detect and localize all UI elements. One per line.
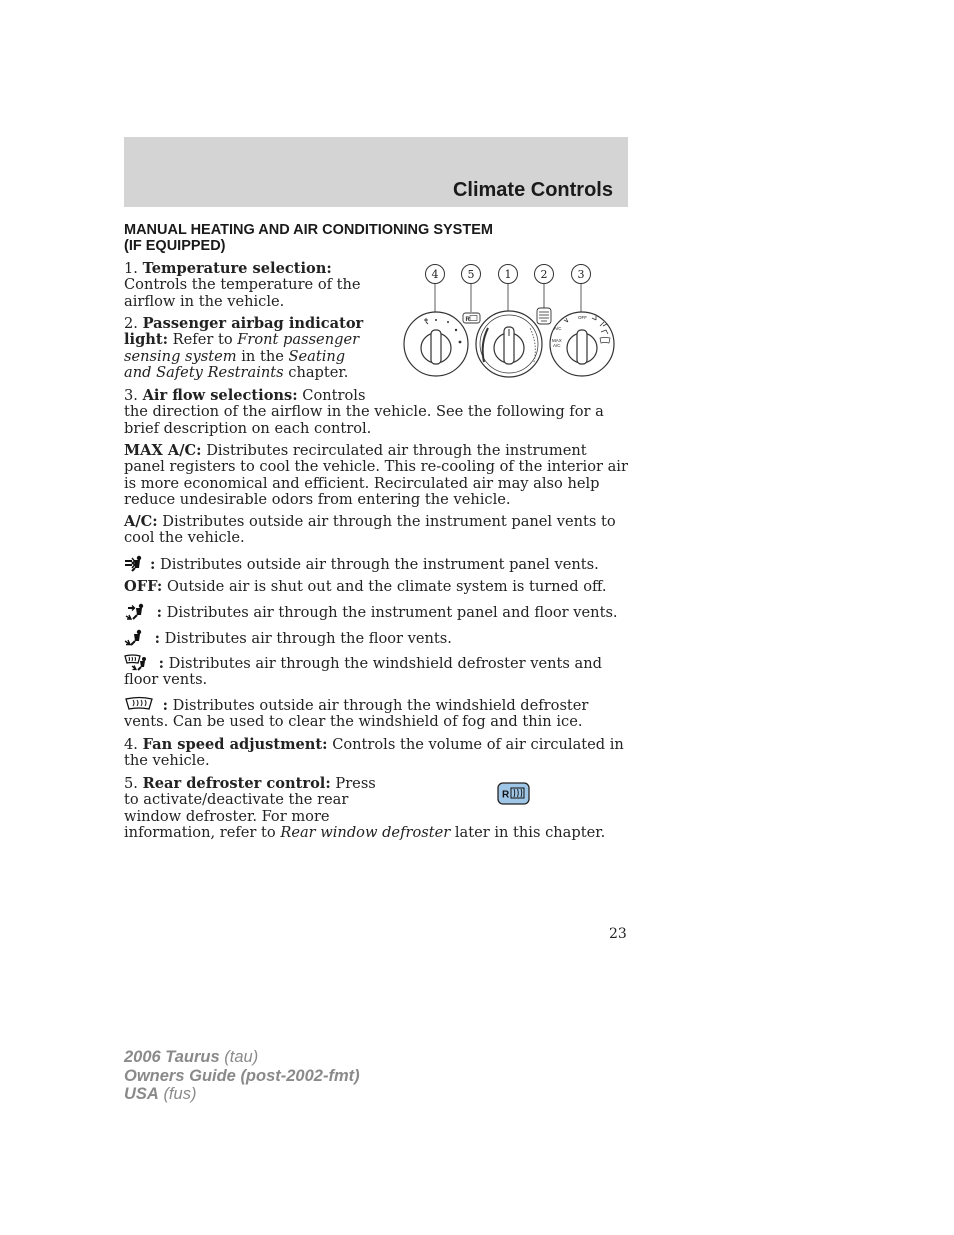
item-floor-defrost-mode: : Distributes air through the windshield defroster vents and floor vents.: [124, 655, 602, 689]
item-defrost-mode: : Distributes outside air through the windshield defroster vents. Can be used to clear the windshield of fog and thin ice.: [124, 697, 589, 731]
floor-defrost-icon: [124, 654, 150, 671]
fan-speed-knob: [404, 312, 468, 376]
passenger-airbag-indicator: [537, 308, 551, 324]
floor-vent-icon: [124, 629, 146, 646]
item-fan-speed: 4. Fan speed adjustment: Controls the volume of air circulated in the vehicle.: [124, 736, 624, 770]
windshield-defrost-icon: [124, 696, 154, 713]
item-rear-defroster: 5. Rear defroster control: Press to activate/deactivate the rear window defroster. For more information, refer to Rear window defroster later in this chapter.: [124, 775, 606, 841]
item-panel-mode: : Distributes outside air through the instrument panel vents.: [124, 555, 629, 573]
section-heading-line2: (IF EQUIPPED): [124, 238, 226, 254]
rear-defrost-mini-button: [463, 313, 480, 323]
svg-text:A/C: A/C: [553, 343, 561, 348]
item-bilevel-mode: : Distributes air through the instrument panel and floor vents.: [124, 603, 629, 621]
svg-text:1: 1: [504, 268, 512, 281]
svg-text:A/C: A/C: [554, 326, 562, 331]
callout-4: [426, 265, 445, 313]
svg-text:MAX: MAX: [552, 338, 562, 343]
document-footer: 2006 Taurus (tau) Owners Guide (post-2002-fmt) USA (fus): [124, 1048, 360, 1103]
section-heading-line1: MANUAL HEATING AND AIR CONDITIONING SYSTEM: [124, 222, 493, 238]
item-temperature-selection: 1. Temperature selection: Controls the temperature of the airflow in the vehicle.: [124, 260, 361, 310]
callout-3: [572, 265, 591, 319]
air-flow-knob: [550, 312, 614, 376]
item-off: OFF: Outside air is shut out and the climate system is turned off.: [124, 578, 607, 595]
temperature-knob: [476, 311, 542, 377]
svg-text:R: R: [502, 789, 510, 801]
rear-defrost-button: [497, 782, 531, 806]
chapter-title: Climate Controls: [452, 179, 613, 201]
svg-text:5: 5: [467, 268, 475, 281]
page-number: 23: [609, 926, 627, 942]
item-air-flow-selections: 3. Air flow selections: Controls the direction of the airflow in the vehicle. See the following for a brief description on each control.: [124, 387, 604, 437]
panel-vent-icon: [124, 555, 146, 572]
panel-floor-vent-icon: [124, 603, 148, 620]
chapter-header-band: [124, 137, 628, 207]
svg-text:4: 4: [431, 268, 439, 281]
item-floor-mode: : Distributes air through the floor vents.: [124, 629, 629, 647]
svg-text:OFF: OFF: [578, 315, 587, 320]
climate-control-panel-diagram: [398, 262, 620, 380]
callout-2: [535, 265, 554, 309]
svg-text:3: 3: [577, 268, 585, 281]
item-passenger-airbag-light: 2. Passenger airbag indicator light: Refer to Front passenger sensing system in the Seating and Safety Restraints chapter.: [124, 315, 364, 381]
svg-text:R: R: [465, 317, 470, 323]
callout-5: [462, 265, 481, 313]
section-heading: [124, 222, 544, 254]
item-ac: A/C: Distributes outside air through the instrument panel vents to cool the vehicle.: [124, 513, 616, 547]
callout-1: [499, 265, 518, 319]
svg-text:2: 2: [540, 268, 548, 281]
item-max-ac: MAX A/C: Distributes recirculated air through the instrument panel registers to cool the vehicle. This re-cooling of the interior air is more economical and efficient. Recirculated air may also help reduce undesirable odors from entering the vehicle.: [124, 442, 628, 508]
